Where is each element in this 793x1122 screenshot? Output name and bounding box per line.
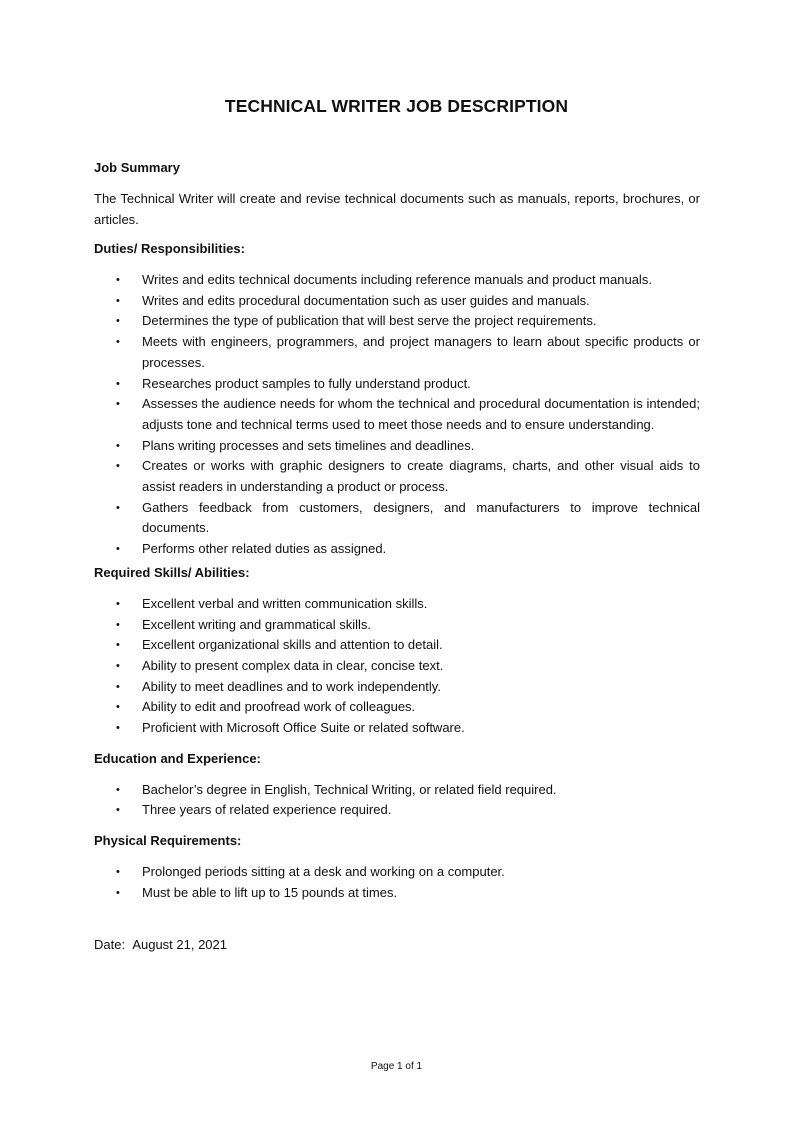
list-item-text: Assesses the audience needs for whom the technical and procedural documentation is intended; adjusts tone and technical terms used to meet those needs and to ensure understanding.	[142, 396, 700, 432]
list-item-text: Must be able to lift up to 15 pounds at times.	[142, 884, 398, 900]
bullet-icon: •	[116, 680, 120, 693]
bullet-icon: •	[116, 439, 120, 452]
bullet-icon: •	[116, 336, 120, 349]
list-item	[94, 436, 700, 457]
skills-list	[94, 594, 700, 739]
list-item-text: Excellent organizational skills and attention to detail.	[142, 637, 443, 653]
bullet-icon: •	[116, 315, 120, 328]
list-item	[94, 374, 700, 395]
list-item	[94, 780, 700, 801]
bullet-icon: •	[116, 618, 120, 631]
bullet-icon: •	[116, 701, 120, 714]
bullet-icon: •	[116, 398, 120, 411]
list-item-text: Three years of related experience required.	[142, 802, 392, 818]
bullet-icon: •	[116, 886, 120, 899]
list-item	[94, 291, 700, 312]
list-item	[94, 635, 700, 656]
list-item	[94, 270, 700, 291]
list-item-text: Determines the type of publication that will best serve the project requirements.	[142, 313, 597, 329]
physical-heading: Physical Requirements:	[94, 833, 242, 849]
list-item-text: Performs other related duties as assigned.	[142, 541, 387, 557]
bullet-icon: •	[116, 639, 120, 652]
physical-list	[94, 862, 700, 903]
list-item	[94, 800, 700, 821]
list-item-text: Bachelor’s degree in English, Technical Writing, or related field required.	[142, 781, 557, 797]
bullet-icon: •	[116, 460, 120, 473]
bullet-icon: •	[116, 866, 120, 879]
list-item-text: Plans writing processes and sets timelines and deadlines.	[142, 437, 475, 453]
bullet-icon: •	[116, 804, 120, 817]
list-item	[94, 697, 700, 718]
bullet-icon: •	[116, 501, 120, 514]
job-summary-text: The Technical Writer will create and revise technical documents such as manuals, reports, brochures, or articles.	[94, 191, 700, 227]
list-item	[94, 615, 700, 636]
list-item-text: Prolonged periods sitting at a desk and working on a computer.	[142, 864, 505, 880]
list-item	[94, 332, 700, 373]
duties-heading: Duties/ Responsibilities:	[94, 241, 245, 256]
bullet-icon: •	[116, 722, 120, 735]
page-title: TECHNICAL WRITER JOB DESCRIPTION	[224, 96, 569, 116]
page-footer: Page 1 of 1	[370, 1061, 423, 1072]
list-item	[94, 539, 700, 560]
bullet-icon: •	[116, 543, 120, 556]
bullet-icon: •	[116, 294, 120, 307]
list-item	[94, 656, 700, 677]
bullet-icon: •	[116, 659, 120, 672]
bullet-icon: •	[116, 377, 120, 390]
list-item	[94, 594, 700, 615]
list-item-text: Ability to present complex data in clear, concise text.	[142, 657, 444, 673]
list-item	[94, 456, 700, 497]
bullet-icon: •	[116, 274, 120, 286]
date-value: August 21, 2021	[132, 936, 228, 952]
education-heading: Education and Experience:	[94, 750, 261, 766]
date-line	[94, 935, 700, 955]
list-item-text: Ability to edit and proofread work of colleagues.	[142, 699, 416, 715]
document-body	[94, 158, 700, 955]
list-item-text: Writes and edits technical documents including reference manuals and product manuals.	[142, 272, 652, 287]
list-item	[94, 718, 700, 739]
list-item-text: Researches product samples to fully understand product.	[142, 375, 471, 391]
list-item-text: Excellent verbal and written communication skills.	[142, 595, 428, 611]
list-item	[94, 311, 700, 332]
education-list	[94, 780, 700, 821]
list-item	[94, 394, 700, 435]
list-item	[94, 498, 700, 539]
list-item-text: Creates or works with graphic designers to create diagrams, charts, and other visual aids to assist readers in understanding a product or process.	[142, 458, 700, 495]
list-item-text: Meets with engineers, programmers, and project managers to learn about specific products or processes.	[142, 334, 700, 370]
list-item-text: Gathers feedback from customers, designers, and manufacturers to improve technical documents.	[142, 499, 700, 536]
list-item-text: Writes and edits procedural documentation such as user guides and manuals.	[142, 292, 590, 308]
bullet-icon: •	[116, 597, 120, 610]
list-item	[94, 862, 700, 883]
list-item	[94, 883, 700, 904]
duties-list	[94, 270, 700, 560]
skills-heading: Required Skills/ Abilities:	[94, 564, 250, 580]
bullet-icon: •	[116, 783, 120, 796]
list-item	[94, 677, 700, 698]
job-summary-heading: Job Summary	[94, 160, 180, 175]
list-item-text: Excellent writing and grammatical skills.	[142, 616, 372, 632]
date-label: Date:	[94, 936, 126, 952]
list-item-text: Ability to meet deadlines and to work independently.	[142, 678, 441, 694]
list-item-text: Proficient with Microsoft Office Suite or related software.	[142, 720, 465, 736]
